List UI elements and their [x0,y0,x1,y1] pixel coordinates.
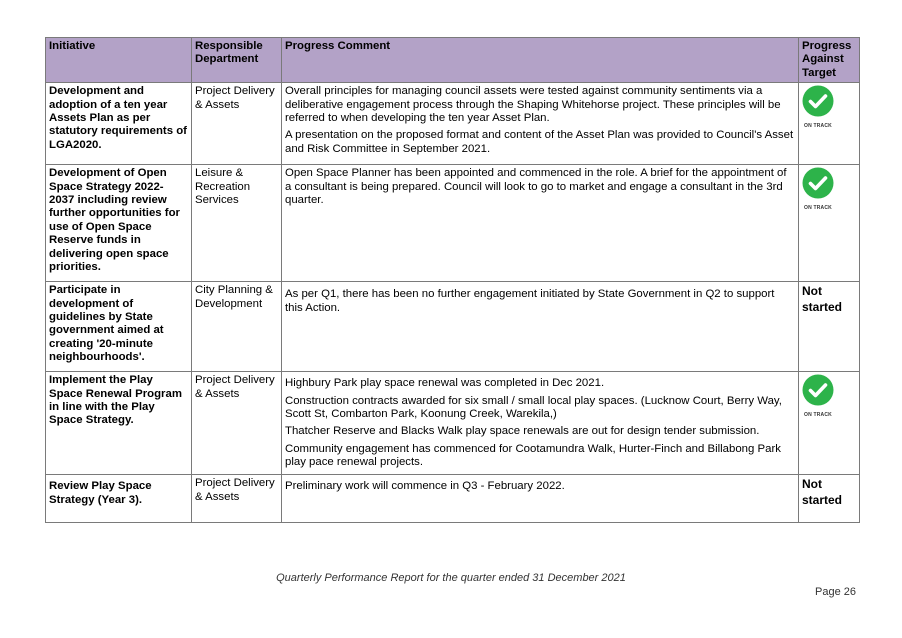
table-row [46,83,860,165]
table-row [46,475,860,523]
header-initiative: Initiative [46,38,192,83]
initiatives-table [45,37,860,523]
comment-cell [282,83,799,165]
table-row [46,372,860,475]
table-row [46,165,860,282]
header-department: Responsible Department [192,38,282,83]
report-footer-title: Quarterly Performance Report for the quarter ended 31 December 2021 [276,572,626,584]
department-cell: Project Delivery & Assets [192,475,282,523]
comment-paragraph: Preliminary work will commence in Q3 - February 2022. [285,480,565,493]
status-cell [799,83,860,165]
initiative-cell: Review Play Space Strategy (Year 3). [46,475,192,523]
check-circle-icon [802,85,834,117]
comment-paragraph: Construction contracts awarded for six small / small local play spaces. (Lucknow Court, Berry Way, Scott St, Combarton Park, Koonung Creek, Warekila,) [285,394,782,421]
table-row [46,282,860,372]
status-label: ON TRACK [804,412,832,419]
status-cell [799,165,860,282]
status-cell [799,372,860,475]
status-label: ON TRACK [804,123,832,130]
status-cell [799,475,860,523]
comment-paragraph: Thatcher Reserve and Blacks Walk play space renewals are out for design tender submission. [285,425,760,438]
on-track-badge [802,85,834,133]
comment-paragraph: As per Q1, there has been no further engagement initiated by State Government in Q2 to support this Action. [285,288,775,314]
department-cell: City Planning & Development [192,282,282,372]
header-progress: Progress Against Target [799,38,860,83]
comment-paragraph: Open Space Planner has been appointed and commenced in the role. A brief for the appointment of a consultant is being prepared. Council will look to go to market and engage a consultant in the 3rd quarter. [285,167,787,207]
check-circle-icon [802,167,834,199]
department-cell: Project Delivery & Assets [192,372,282,475]
header-comment: Progress Comment [282,38,799,83]
department-cell: Project Delivery & Assets [192,83,282,165]
status-cell [799,282,860,372]
on-track-badge [802,167,834,215]
status-label: Not started [802,284,843,314]
comment-paragraph: Community engagement has commenced for Cootamundra Walk, Hurter-Finch and Billabong Park play pace renewal projects. [285,442,781,469]
comment-cell [282,282,799,372]
comment-cell [282,475,799,523]
comment-cell [282,372,799,475]
status-label: Not started [802,477,843,507]
comment-paragraph: Highbury Park play space renewal was completed in Dec 2021. [285,377,605,390]
initiative-cell: Development and adoption of a ten year Assets Plan as per statutory requirements of LGA2020. [46,83,192,165]
comment-cell [282,165,799,282]
initiative-cell: Participate in development of guidelines by State government aimed at creating '20-minute neighbourhoods'. [46,282,192,372]
department-cell: Leisure & Recreation Services [192,165,282,282]
comment-paragraph: Overall principles for managing council assets were tested against community sentiments via a deliberative engagement process through the Shaping Whitehorse project. These principles will be referred to when developing the ten year Asset Plan. [285,85,781,125]
on-track-badge [802,374,834,422]
initiative-cell: Implement the Play Space Renewal Program in line with the Play Space Strategy. [46,372,192,475]
initiative-cell: Development of Open Space Strategy 2022-2037 including review further opportunities for use of Open Space Reserve funds in delivering open space priorities. [46,165,192,282]
comment-paragraph: A presentation on the proposed format and content of the Asset Plan was provided to Council's Asset and Risk Committee in September 2021. [285,129,794,155]
status-label: ON TRACK [804,205,832,212]
table-header-row [46,38,860,83]
check-circle-icon [802,374,834,406]
page-number: Page 26 [815,586,856,598]
